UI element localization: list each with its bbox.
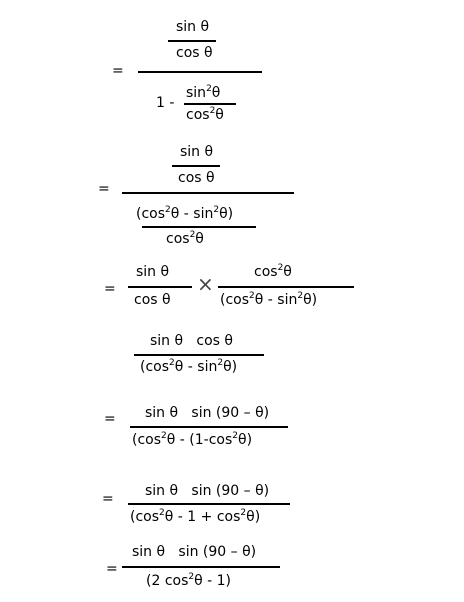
bottom-fraction-bar (142, 226, 256, 228)
right-fraction-bar (218, 286, 354, 288)
equals-sign: = (112, 63, 124, 79)
bottom-numerator: $\sin^2\theta$ (186, 84, 221, 101)
bottom-denominator: $\cos^2\theta$ (186, 106, 224, 123)
fraction-bar (122, 566, 280, 568)
numerator: sin θ sin (90 – θ) (145, 483, 270, 499)
top-numerator: sin θ (176, 19, 210, 35)
main-fraction-bar (138, 71, 262, 73)
top-denominator: cos θ (178, 170, 215, 186)
bottom-denominator: $\cos^2\theta$ (166, 230, 204, 247)
bottom-numerator: $(\cos^2\theta - \sin^2\theta)$ (136, 205, 234, 222)
top-denominator: cos θ (176, 45, 213, 61)
denominator: ($\cos^2\theta - (1-\cos^2\theta)$ (132, 431, 253, 448)
equals-sign: = (102, 491, 114, 507)
multiply-sign: × (197, 272, 214, 296)
denominator: (2 $\cos^2\theta - 1$) (146, 572, 232, 589)
fraction-bar (130, 426, 288, 428)
inner-fraction-bar (172, 165, 220, 167)
right-numerator: $\cos^2\theta$ (254, 263, 292, 280)
top-numerator: sin θ (180, 144, 214, 160)
equals-sign: = (98, 181, 110, 197)
bottom-prefix: 1 - (156, 95, 175, 111)
equals-sign: = (106, 561, 118, 577)
right-denominator: $(\cos^2\theta - \sin^2\theta)$ (220, 291, 318, 308)
denominator: $(\cos^2\theta - \sin^2\theta)$ (140, 358, 238, 375)
numerator: sin θ cos θ (150, 333, 233, 349)
left-numerator: sin θ (136, 264, 170, 280)
fraction-bar (134, 354, 264, 356)
left-fraction-bar (128, 286, 192, 288)
equals-sign: = (104, 281, 116, 297)
inner-fraction-bar (168, 40, 216, 42)
fraction-bar (128, 503, 290, 505)
denominator: $(\cos^2\theta - 1 + \cos^2\theta)$ (130, 508, 261, 525)
left-denominator: cos θ (134, 292, 171, 308)
equals-sign: = (104, 411, 116, 427)
numerator: sin θ sin (90 – θ) (145, 405, 270, 421)
bottom-fraction-bar (184, 103, 236, 105)
numerator: sin θ sin (90 – θ) (132, 544, 257, 560)
main-fraction-bar (122, 192, 294, 194)
